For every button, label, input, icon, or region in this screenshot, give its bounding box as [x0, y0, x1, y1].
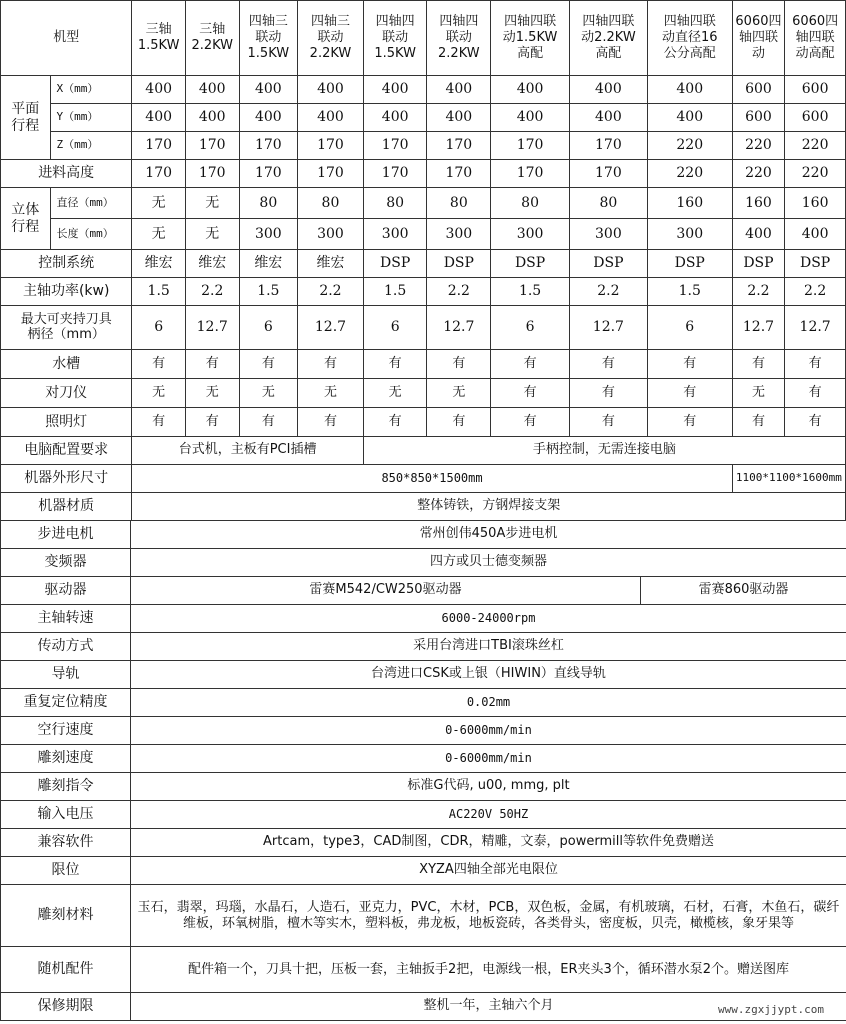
value-cell: 400: [491, 76, 570, 104]
value-cell: 300: [491, 219, 570, 250]
value-cell: 有: [298, 408, 364, 437]
row-setter: [1, 379, 846, 408]
value-cell: 160: [647, 188, 732, 219]
value-cell: 80: [427, 188, 491, 219]
limit-label: 限位: [1, 857, 131, 885]
value-cell: 12.7: [427, 306, 491, 350]
value-cell: 有: [363, 350, 427, 379]
speed-value: 6000-24000rpm: [131, 605, 846, 633]
value-cell: 有: [569, 379, 647, 408]
row-command: [1, 773, 846, 801]
value-cell: DSP: [427, 250, 491, 278]
value-cell: 2.2: [785, 278, 846, 306]
value-cell: 220: [732, 160, 785, 188]
value-cell: 无: [132, 219, 186, 250]
value-cell: 80: [569, 188, 647, 219]
model-name: 四轴三 联动 2.2KW: [298, 1, 364, 76]
value-cell: DSP: [785, 250, 846, 278]
value-cell: 170: [239, 160, 298, 188]
row-sink: [1, 350, 846, 379]
value-cell: 有: [185, 408, 239, 437]
row-software: [1, 829, 846, 857]
value-cell: 12.7: [785, 306, 846, 350]
value-cell: 有: [785, 350, 846, 379]
row-z: [1, 132, 846, 160]
value-cell: DSP: [647, 250, 732, 278]
value-cell: 400: [298, 104, 364, 132]
row-idle-speed: [1, 717, 846, 745]
value-cell: 170: [185, 160, 239, 188]
z-label: Z（mm）: [50, 132, 132, 160]
value-cell: 400: [785, 219, 846, 250]
lamp-label: 照明灯: [1, 408, 132, 437]
value-cell: 400: [647, 76, 732, 104]
value-cell: 6: [647, 306, 732, 350]
value-cell: 维宏: [132, 250, 186, 278]
value-cell: 有: [647, 408, 732, 437]
row-stepper: [1, 521, 846, 549]
model-name: 四轴三 联动 1.5KW: [239, 1, 298, 76]
value-cell: 400: [132, 76, 186, 104]
row-body: [1, 493, 846, 521]
value-cell: 有: [239, 408, 298, 437]
software-value: Artcam，type3，CAD制图，CDR，精雕，文泰，powermill等软件免费赠送: [131, 829, 846, 857]
value-cell: 400: [132, 104, 186, 132]
value-cell: 有: [491, 408, 570, 437]
value-cell: 无: [239, 379, 298, 408]
value-cell: 无: [132, 188, 186, 219]
value-cell: 400: [185, 104, 239, 132]
value-cell: 170: [298, 132, 364, 160]
value-cell: 220: [647, 160, 732, 188]
value-cell: 2.2: [185, 278, 239, 306]
row-driver: [1, 577, 846, 605]
value-cell: 80: [239, 188, 298, 219]
value-cell: 2.2: [732, 278, 785, 306]
value-cell: 220: [732, 132, 785, 160]
value-cell: 1.5: [239, 278, 298, 306]
value-cell: 170: [427, 132, 491, 160]
value-cell: 无: [427, 379, 491, 408]
model-name: 四轴四联 动1.5KW 高配: [491, 1, 570, 76]
row-y: [1, 104, 846, 132]
value-cell: 400: [185, 76, 239, 104]
value-cell: 有: [427, 408, 491, 437]
value-cell: 1.5: [363, 278, 427, 306]
value-cell: 1.5: [132, 278, 186, 306]
value-cell: 维宏: [185, 250, 239, 278]
header-row: [1, 1, 846, 76]
repeat-label: 重复定位精度: [1, 689, 131, 717]
value-cell: 有: [132, 408, 186, 437]
value-cell: 无: [185, 219, 239, 250]
value-cell: 有: [732, 350, 785, 379]
value-cell: 170: [491, 160, 570, 188]
software-label: 兼容软件: [1, 829, 131, 857]
engrave-speed-label: 雕刻速度: [1, 745, 131, 773]
row-power: [1, 278, 846, 306]
engrave-speed-value: 0-6000mm/min: [131, 745, 846, 773]
model-name: 四轴四联 动直径16 公分高配: [647, 1, 732, 76]
value-cell: 有: [647, 379, 732, 408]
value-cell: 有: [785, 408, 846, 437]
guide-label: 导轨: [1, 661, 131, 689]
value-cell: 400: [427, 76, 491, 104]
guide-value: 台湾进口CSK或上银（HIWIN）直线导轨: [131, 661, 846, 689]
row-size: [1, 465, 846, 493]
value-cell: 300: [427, 219, 491, 250]
watermark: www.zgxjjypt.com: [718, 1003, 824, 1016]
value-cell: 有: [427, 350, 491, 379]
row-shank: [1, 306, 846, 350]
value-cell: 12.7: [298, 306, 364, 350]
row-accessories: [1, 947, 846, 993]
model-name: 三轴 2.2KW: [185, 1, 239, 76]
value-cell: 220: [647, 132, 732, 160]
value-cell: 170: [363, 160, 427, 188]
value-cell: 有: [491, 379, 570, 408]
inverter-label: 变频器: [1, 549, 131, 577]
value-cell: 400: [569, 104, 647, 132]
value-cell: 300: [239, 219, 298, 250]
pc-value-1: 台式机，主板有PCI插槽: [132, 437, 363, 465]
value-cell: 2.2: [298, 278, 364, 306]
value-cell: 维宏: [239, 250, 298, 278]
value-cell: 220: [785, 160, 846, 188]
pc-value-2: 手柄控制，无需连接电脑: [363, 437, 845, 465]
value-cell: 1.5: [491, 278, 570, 306]
speed-label: 主轴转速: [1, 605, 131, 633]
value-cell: 1.5: [647, 278, 732, 306]
value-cell: DSP: [491, 250, 570, 278]
power-label: 主轴功率(kw): [1, 278, 132, 306]
value-cell: 170: [427, 160, 491, 188]
value-cell: 6: [132, 306, 186, 350]
row-pc: [1, 437, 846, 465]
value-cell: 有: [647, 350, 732, 379]
accessories-value: 配件箱一个，刀具十把，压板一套，主轴扳手2把，电源线一根，ER夹头3个，循环潜水泵2个。赠送图库: [131, 947, 846, 993]
value-cell: 有: [132, 350, 186, 379]
value-cell: 400: [569, 76, 647, 104]
row-dia: [1, 188, 846, 219]
row-lamp: [1, 408, 846, 437]
x-label: X（mm）: [50, 76, 132, 104]
row-speed: [1, 605, 846, 633]
stepper-value: 常州创伟450A步进电机: [131, 521, 846, 549]
value-cell: 12.7: [732, 306, 785, 350]
feed-label: 进料高度: [1, 160, 132, 188]
value-cell: 170: [132, 160, 186, 188]
value-cell: 维宏: [298, 250, 364, 278]
model-name: 四轴四 联动 1.5KW: [363, 1, 427, 76]
command-value: 标准G代码, u00, mmg, plt: [131, 773, 846, 801]
row-x: [1, 76, 846, 104]
materials-value: 玉石，翡翠，玛瑙，水晶石，人造石，亚克力，PVC，木材，PCB，双色板，金属，有机玻璃，石材，石膏，木鱼石，碳纤维板，环氧树脂，檀木等实木，塑料板，弗龙板，地板瓷砖，各类骨头，密度板，贝壳，橄榄核，象牙果等: [131, 885, 846, 947]
value-cell: 有: [569, 350, 647, 379]
value-cell: DSP: [569, 250, 647, 278]
row-repeat: [1, 689, 846, 717]
value-cell: 无: [132, 379, 186, 408]
shank-label: 最大可夹持刀具 柄径（mm）: [1, 306, 132, 350]
value-cell: 无: [732, 379, 785, 408]
pc-label: 电脑配置要求: [1, 437, 132, 465]
value-cell: 80: [363, 188, 427, 219]
value-cell: 170: [132, 132, 186, 160]
value-cell: 6: [239, 306, 298, 350]
model-name: 三轴 1.5KW: [132, 1, 186, 76]
transmission-label: 传动方式: [1, 633, 131, 661]
row-voltage: [1, 801, 846, 829]
spec-table-bottom: [0, 520, 846, 1021]
value-cell: 有: [569, 408, 647, 437]
value-cell: 170: [569, 132, 647, 160]
accessories-label: 随机配件: [1, 947, 131, 993]
value-cell: 有: [491, 350, 570, 379]
setter-label: 对刀仪: [1, 379, 132, 408]
y-label: Y（mm）: [50, 104, 132, 132]
value-cell: 无: [298, 379, 364, 408]
model-label: 机型: [1, 1, 132, 76]
dia-label: 直径（mm）: [50, 188, 132, 219]
idle-speed-value: 0-6000mm/min: [131, 717, 846, 745]
value-cell: 有: [298, 350, 364, 379]
value-cell: 400: [239, 76, 298, 104]
row-inverter: [1, 549, 846, 577]
body-value: 整体铸铁，方钢焊接支架: [132, 493, 846, 521]
size-value-2: 1100*1100*1600mm: [732, 465, 845, 493]
value-cell: 600: [785, 104, 846, 132]
value-cell: 2.2: [427, 278, 491, 306]
value-cell: 170: [298, 160, 364, 188]
value-cell: 170: [185, 132, 239, 160]
value-cell: 600: [732, 104, 785, 132]
inverter-value: 四方或贝士德变频器: [131, 549, 846, 577]
value-cell: 170: [239, 132, 298, 160]
materials-label: 雕刻材料: [1, 885, 131, 947]
warranty-value: 整机一年，主轴六个月: [131, 993, 846, 1021]
value-cell: 300: [298, 219, 364, 250]
value-cell: 170: [491, 132, 570, 160]
value-cell: 有: [239, 350, 298, 379]
model-name: 6060四 轴四联 动高配: [785, 1, 846, 76]
value-cell: 12.7: [569, 306, 647, 350]
len-label: 长度（mm）: [50, 219, 132, 250]
sink-label: 水槽: [1, 350, 132, 379]
value-cell: 400: [363, 104, 427, 132]
value-cell: 400: [732, 219, 785, 250]
value-cell: 无: [185, 379, 239, 408]
value-cell: 2.2: [569, 278, 647, 306]
value-cell: 有: [785, 379, 846, 408]
value-cell: 170: [569, 160, 647, 188]
row-materials: [1, 885, 846, 947]
driver-value-1: 雷赛M542/CW250驱动器: [131, 577, 641, 605]
warranty-label: 保修期限: [1, 993, 131, 1021]
value-cell: 160: [732, 188, 785, 219]
repeat-value: 0.02mm: [131, 689, 846, 717]
model-name: 四轴四联 动2.2KW 高配: [569, 1, 647, 76]
driver-value-2: 雷赛860驱动器: [641, 577, 846, 605]
value-cell: 220: [785, 132, 846, 160]
rotary-label: 立体 行程: [1, 188, 51, 250]
value-cell: 无: [185, 188, 239, 219]
value-cell: 400: [239, 104, 298, 132]
value-cell: 400: [491, 104, 570, 132]
model-name: 6060四 轴四联 动: [732, 1, 785, 76]
value-cell: 80: [491, 188, 570, 219]
value-cell: 有: [732, 408, 785, 437]
value-cell: 12.7: [185, 306, 239, 350]
value-cell: 400: [363, 76, 427, 104]
value-cell: 400: [427, 104, 491, 132]
row-feed: [1, 160, 846, 188]
transmission-value: 采用台湾进口TBI滚珠丝杠: [131, 633, 846, 661]
stepper-label: 步进电机: [1, 521, 131, 549]
value-cell: 600: [785, 76, 846, 104]
value-cell: 400: [298, 76, 364, 104]
value-cell: 有: [363, 408, 427, 437]
row-guide: [1, 661, 846, 689]
value-cell: 400: [647, 104, 732, 132]
value-cell: 300: [569, 219, 647, 250]
row-engrave-speed: [1, 745, 846, 773]
body-label: 机器材质: [1, 493, 132, 521]
row-control: [1, 250, 846, 278]
travel-label: 平面 行程: [1, 76, 51, 160]
size-value-1: 850*850*1500mm: [132, 465, 732, 493]
value-cell: 80: [298, 188, 364, 219]
value-cell: 300: [647, 219, 732, 250]
value-cell: 有: [185, 350, 239, 379]
row-transmission: [1, 633, 846, 661]
voltage-label: 输入电压: [1, 801, 131, 829]
limit-value: XYZA四轴全部光电限位: [131, 857, 846, 885]
row-limit: [1, 857, 846, 885]
value-cell: 6: [491, 306, 570, 350]
size-label: 机器外形尺寸: [1, 465, 132, 493]
value-cell: DSP: [732, 250, 785, 278]
value-cell: DSP: [363, 250, 427, 278]
row-len: [1, 219, 846, 250]
idle-speed-label: 空行速度: [1, 717, 131, 745]
value-cell: 160: [785, 188, 846, 219]
voltage-value: AC220V 50HZ: [131, 801, 846, 829]
value-cell: 6: [363, 306, 427, 350]
model-name: 四轴四 联动 2.2KW: [427, 1, 491, 76]
command-label: 雕刻指令: [1, 773, 131, 801]
value-cell: 300: [363, 219, 427, 250]
control-label: 控制系统: [1, 250, 132, 278]
driver-label: 驱动器: [1, 577, 131, 605]
value-cell: 无: [363, 379, 427, 408]
value-cell: 170: [363, 132, 427, 160]
value-cell: 600: [732, 76, 785, 104]
